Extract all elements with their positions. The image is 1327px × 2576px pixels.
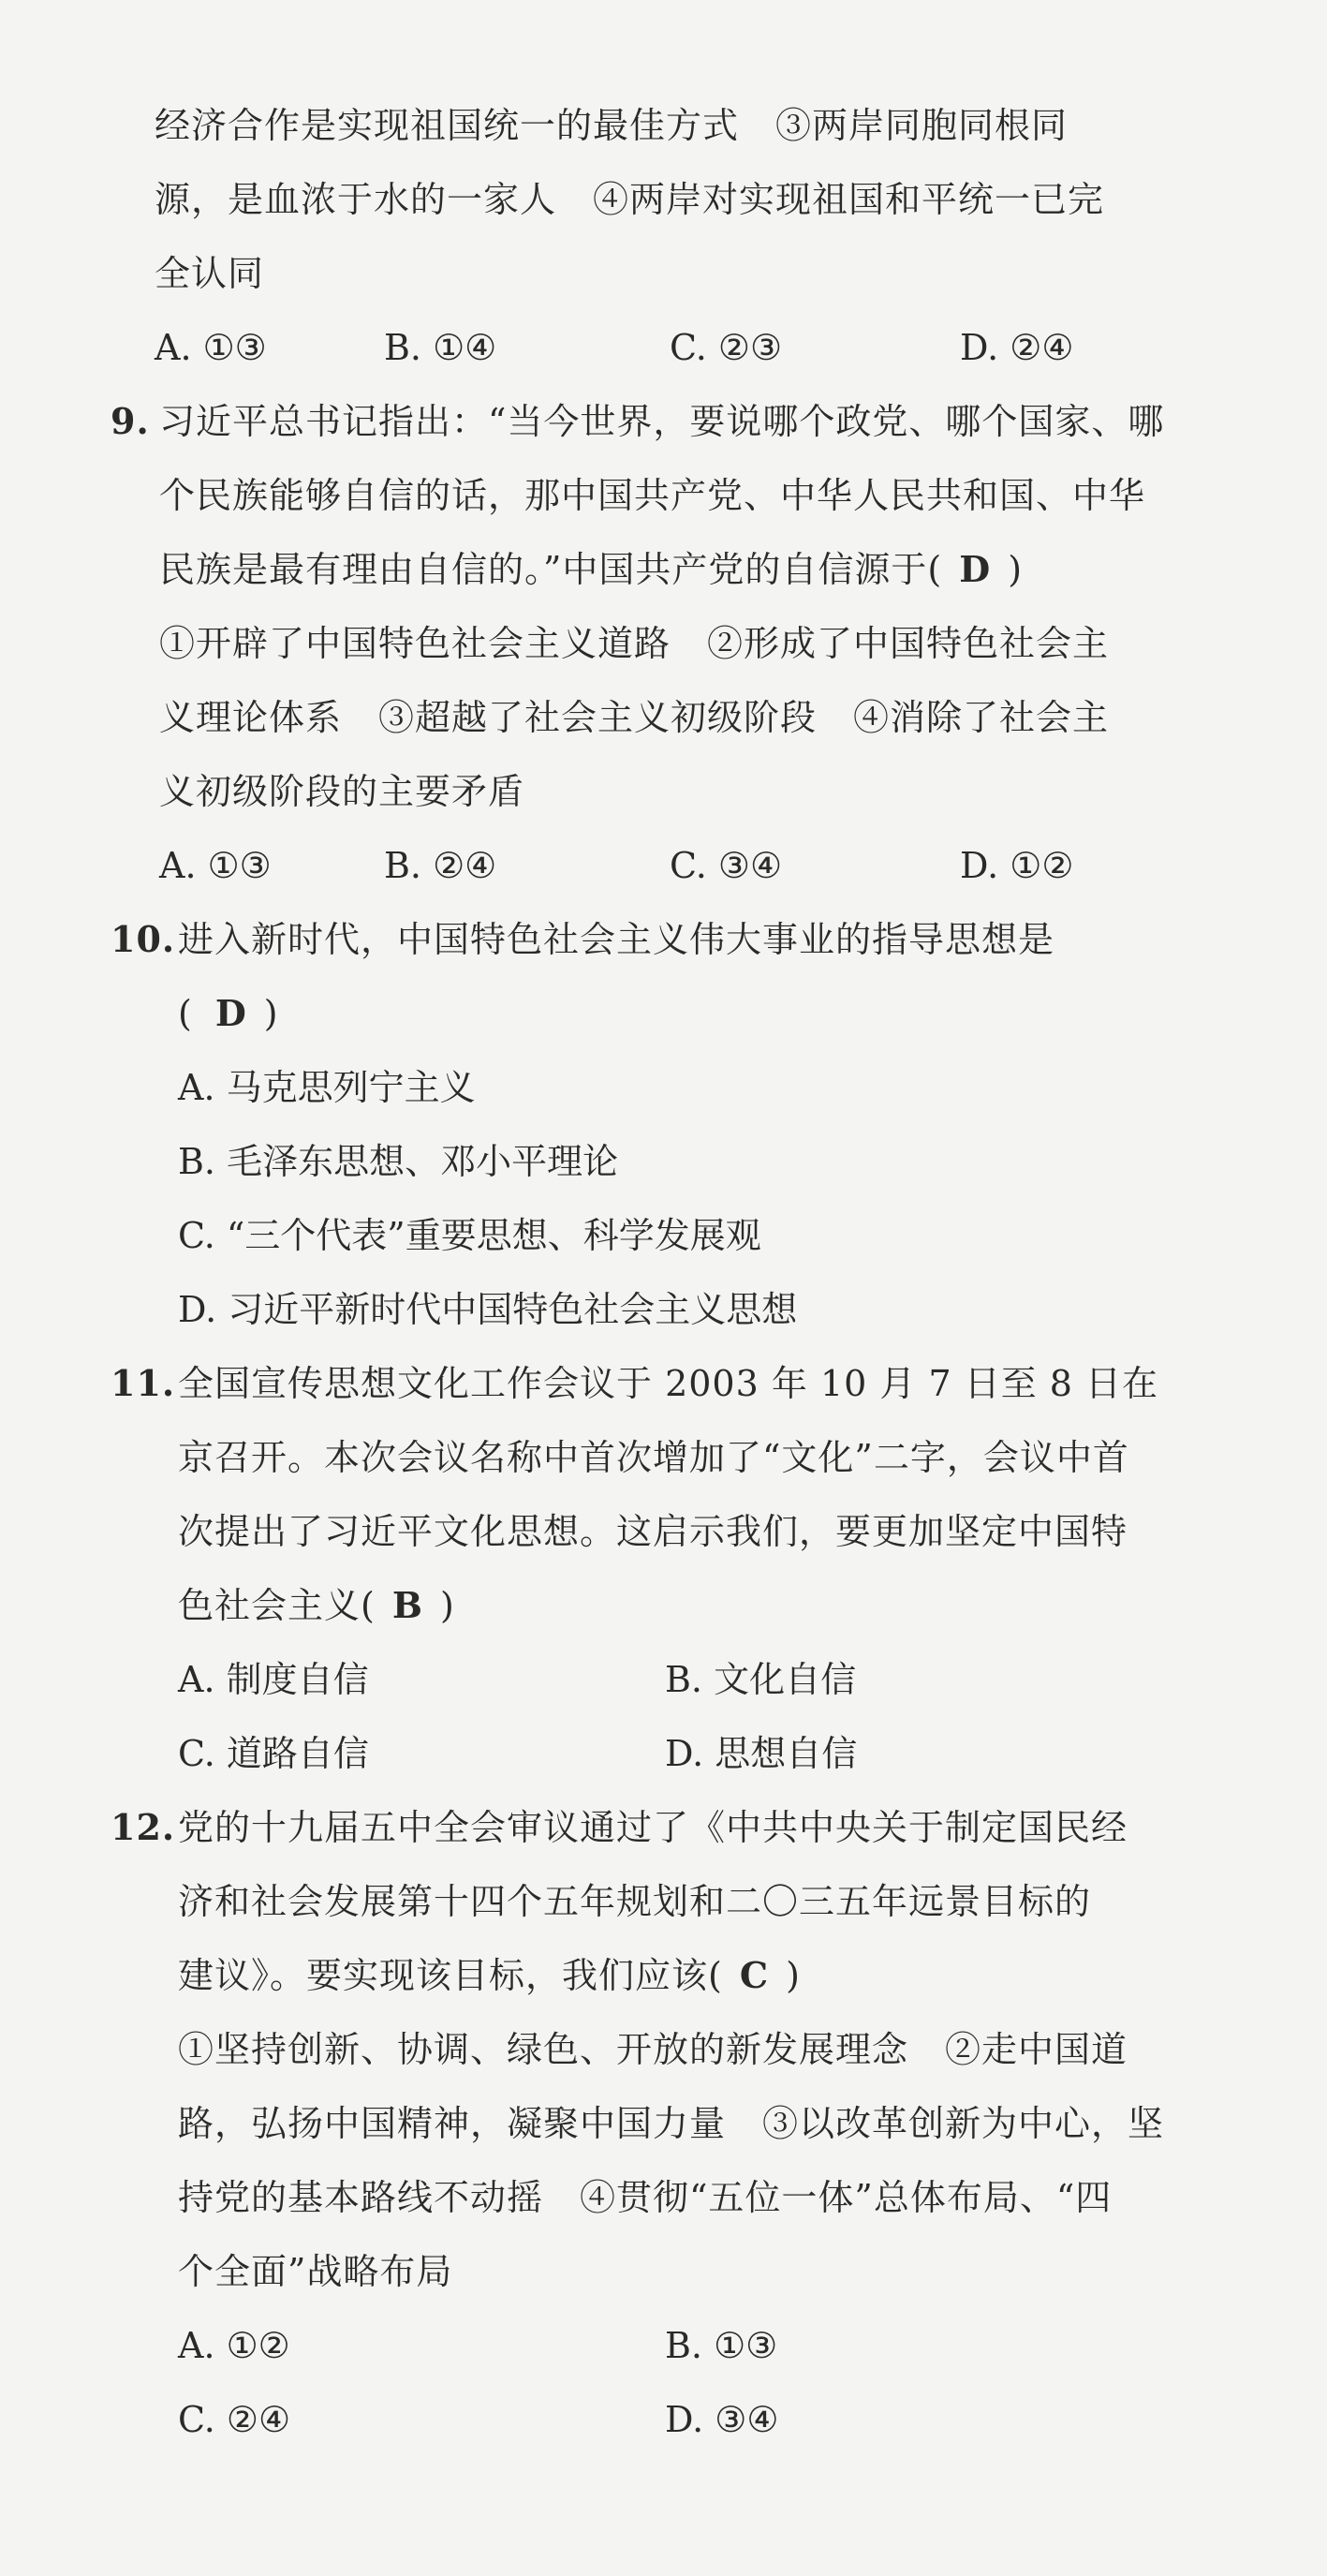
question-12-option-c: C. ②④ [178,2399,291,2440]
question-9-line-3 [159,547,1023,592]
question-8-option-a: A. ①③ [155,327,267,368]
question-8-continued-line-3: 全认同 [155,253,265,294]
question-9-number: 9. [111,400,150,442]
question-12-line-5: 路，弘扬中国精神，凝聚中国力量 ③以改革创新为中心，坚 [178,2103,1165,2144]
question-9-line-4: ①开辟了中国特色社会主义道路 ②形成了中国特色社会主 [159,623,1110,664]
question-9-paren-close: ) [1008,549,1024,590]
question-12-line-1: 党的十九届五中全会审议通过了《中共中央关于制定国民经 [178,1807,1128,1848]
question-8-option-c: C. ②③ [670,327,783,368]
question-11-option-c: C. 道路自信 [178,1733,369,1774]
question-9-line-5: 义理论体系 ③超越了社会主义初级阶段 ④消除了社会主 [159,697,1110,738]
question-11-option-d: D. 思想自信 [665,1733,858,1774]
question-12-line-4: ①坚持创新、协调、绿色、开放的新发展理念 ②走中国道 [178,2029,1128,2070]
question-10-option-c: C. “三个代表”重要思想、科学发展观 [178,1215,761,1256]
question-12-number: 12. [111,1806,176,1848]
question-12-line-6: 持党的基本路线不动摇 ④贯彻“五位一体”总体布局、“四 [178,2177,1113,2218]
question-9-option-c: C. ③④ [670,845,783,886]
question-10-option-b: B. 毛泽东思想、邓小平理论 [178,1141,619,1182]
question-11-number: 11. [111,1362,176,1404]
question-10-answer-line [178,991,279,1036]
question-12-option-b: B. ①③ [665,2325,778,2366]
question-9-line-1: 习近平总书记指出：“当今世界，要说哪个政党、哪个国家、哪 [159,401,1165,442]
question-12-option-a: A. ①② [178,2325,290,2366]
question-8-option-d: D. ②④ [960,327,1074,368]
question-12-option-d: D. ③④ [665,2399,779,2440]
question-9-line-6: 义初级阶段的主要矛盾 [159,771,525,812]
question-8-option-b: B. ①④ [384,327,497,368]
question-11-paren-close: ) [439,1585,455,1626]
question-12-paren-close: ) [786,1955,801,1996]
question-11-stem-end: 色社会主义( [178,1585,376,1626]
question-10-option-d: D. 习近平新时代中国特色社会主义思想 [178,1289,798,1330]
question-10-paren-open: ( [178,993,193,1034]
question-11-answer: B [391,1584,423,1626]
question-12-answer: C [739,1954,770,1996]
question-10-option-a: A. 马克思列宁主义 [178,1067,476,1108]
question-11-option-b: B. 文化自信 [665,1659,857,1700]
question-10-number: 10. [111,918,176,960]
question-10-answer: D [214,992,247,1034]
question-9-option-b: B. ②④ [384,845,497,886]
question-11-line-1: 全国宣传思想文化工作会议于 2003 年 10 月 7 日至 8 日在 [178,1363,1159,1404]
question-9-option-a: A. ①③ [159,845,272,886]
question-12-line-2: 济和社会发展第十四个五年规划和二〇三五年远景目标的 [178,1881,1092,1922]
question-10-line-1: 进入新时代，中国特色社会主义伟大事业的指导思想是 [178,919,1055,960]
question-9-answer: D [959,548,992,590]
question-9-line-2: 个民族能够自信的话，那中国共产党、中华人民共和国、中华 [159,475,1146,516]
question-11-option-a: A. 制度自信 [178,1659,369,1700]
question-8-continued-line-1: 经济合作是实现祖国统一的最佳方式 ③两岸同胞同根同 [155,105,1069,146]
question-11-line-3: 次提出了习近平文化思想。这启示我们，要更加坚定中国特 [178,1511,1128,1552]
question-9-option-d: D. ①② [960,845,1074,886]
question-11-line-2: 京召开。本次会议名称中首次增加了“文化”二字，会议中首 [178,1437,1129,1478]
question-12-line-3 [178,1953,801,1998]
question-11-line-4 [178,1583,455,1628]
question-8-continued-line-2: 源，是血浓于水的一家人 ④两岸对实现祖国和平统一已完 [155,179,1105,220]
question-9-stem-end: 民族是最有理由自信的。”中国共产党的自信源于( [159,549,943,590]
question-10-paren-close: ) [263,993,279,1034]
question-12-line-7: 个全面”战略布局 [178,2251,453,2292]
question-12-stem-end: 建议》。要实现该目标，我们应该( [178,1955,723,1996]
